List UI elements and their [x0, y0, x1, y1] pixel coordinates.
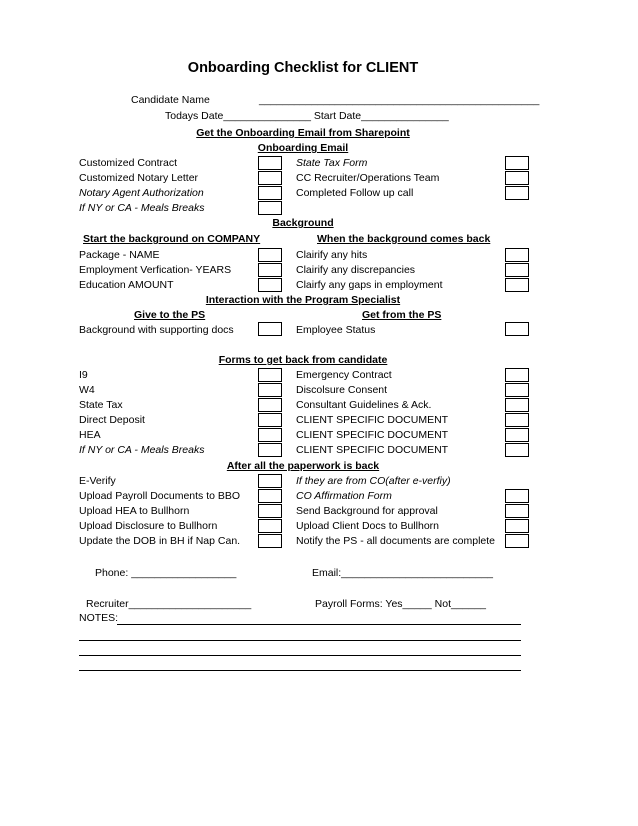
bg-right-item: Clairify any hits [296, 249, 368, 261]
candidate-name-label: Candidate Name [131, 94, 210, 106]
checkbox-bg-right[interactable] [505, 248, 529, 262]
notes-line[interactable] [117, 624, 521, 625]
forms-left-item: Direct Deposit [79, 414, 145, 426]
email-left-item: Notary Agent Authorization [79, 187, 204, 199]
bg-comes-back-heading: When the background comes back [317, 233, 491, 245]
bg-right-item: Clairify any discrepancies [296, 264, 416, 276]
checkbox-forms-right[interactable] [505, 383, 529, 397]
checkbox-after-right[interactable] [505, 534, 529, 548]
checkbox-forms-left[interactable] [258, 413, 282, 427]
after-right-item: If they are from CO(after e-verfiy) [296, 475, 451, 487]
after-right-item: Upload Client Docs to Bullhorn [296, 520, 439, 532]
phone-field[interactable]: Phone: __________________ [95, 567, 237, 579]
bg-left-item: Employment Verfication- YEARS [79, 264, 232, 276]
checkbox-after-left[interactable] [258, 474, 282, 488]
checkbox-after-left[interactable] [258, 489, 282, 503]
checkbox-forms-right[interactable] [505, 443, 529, 457]
forms-right-item: CLIENT SPECIFIC DOCUMENT [296, 444, 449, 456]
forms-left-item: HEA [79, 429, 101, 441]
email-left-item: Customized Notary Letter [79, 172, 199, 184]
checkbox-email-right[interactable] [505, 186, 529, 200]
checkbox-after-left[interactable] [258, 519, 282, 533]
checkbox-bg-right[interactable] [505, 263, 529, 277]
dates-field[interactable]: Todays Date_______________ Start Date_______________ [165, 110, 449, 122]
get-ps-heading: Get from the PS [362, 309, 442, 321]
checkbox-forms-left[interactable] [258, 398, 282, 412]
forms-right-item: CLIENT SPECIFIC DOCUMENT [296, 429, 449, 441]
background-heading: Background [272, 217, 334, 229]
after-left-item: E-Verify [79, 475, 116, 487]
bg-right-item: Clairfy any gaps in employment [296, 279, 443, 291]
after-heading: After all the paperwork is back [226, 460, 380, 472]
checkbox-ps-left[interactable] [258, 322, 282, 336]
checkbox-forms-right[interactable] [505, 368, 529, 382]
notes-line[interactable] [79, 670, 521, 671]
email-right-item: State Tax Form [296, 157, 368, 169]
email-right-item: CC Recruiter/Operations Team [296, 172, 440, 184]
checkbox-bg-right[interactable] [505, 278, 529, 292]
forms-right-item: Emergency Contract [296, 369, 392, 381]
after-left-item: Update the DOB in BH if Nap Can. [79, 535, 241, 547]
after-left-item: Upload Disclosure to Bullhorn [79, 520, 218, 532]
ps-right-item: Employee Status [296, 324, 376, 336]
bg-left-item: Package - NAME [79, 249, 160, 261]
forms-right-item: CLIENT SPECIFIC DOCUMENT [296, 414, 449, 426]
checkbox-email-left[interactable] [258, 186, 282, 200]
forms-left-item: I9 [79, 369, 88, 381]
checkbox-bg-left[interactable] [258, 263, 282, 277]
page-title: Onboarding Checklist for CLIENT [187, 60, 419, 76]
checkbox-forms-left[interactable] [258, 443, 282, 457]
notes-line[interactable] [79, 640, 521, 641]
after-right-item: Send Background for approval [296, 505, 438, 517]
recruiter-field[interactable]: Recruiter_____________________ [86, 598, 252, 610]
after-left-item: Upload HEA to Bullhorn [79, 505, 190, 517]
forms-heading: Forms to get back from candidate [218, 354, 388, 366]
bg-start-heading: Start the background on COMPANY [83, 233, 261, 245]
checkbox-after-right[interactable] [505, 519, 529, 533]
after-left-item: Upload Payroll Documents to BBO [79, 490, 241, 502]
checkbox-after-left[interactable] [258, 504, 282, 518]
forms-right-item: Discolsure Consent [296, 384, 388, 396]
forms-left-item: If NY or CA - Meals Breaks [79, 444, 205, 456]
checkbox-bg-left[interactable] [258, 248, 282, 262]
notes-line[interactable] [79, 655, 521, 656]
ps-left-item: Background with supporting docs [79, 324, 234, 336]
checkbox-email-left[interactable] [258, 156, 282, 170]
checkbox-ps-right[interactable] [505, 322, 529, 336]
checkbox-forms-right[interactable] [505, 413, 529, 427]
checkbox-email-right[interactable] [505, 171, 529, 185]
email-left-item: Customized Contract [79, 157, 178, 169]
checkbox-after-right[interactable] [505, 489, 529, 503]
ps-heading: Interaction with the Program Specialist [205, 294, 401, 306]
forms-left-item: W4 [79, 384, 95, 396]
checkbox-bg-left[interactable] [258, 278, 282, 292]
after-right-item: CO Affirmation Form [296, 490, 392, 502]
checkbox-email-left[interactable] [258, 201, 282, 215]
checkbox-forms-left[interactable] [258, 383, 282, 397]
notes-label: NOTES: [79, 612, 119, 624]
email-field[interactable]: Email:__________________________ [312, 567, 494, 579]
checkbox-forms-right[interactable] [505, 428, 529, 442]
forms-left-item: State Tax [79, 399, 123, 411]
checkbox-forms-right[interactable] [505, 398, 529, 412]
payroll-forms-field[interactable]: Payroll Forms: Yes_____ Not______ [315, 598, 487, 610]
email-left-item: If NY or CA - Meals Breaks [79, 202, 205, 214]
forms-right-item: Consultant Guidelines & Ack. [296, 399, 432, 411]
checkbox-after-right[interactable] [505, 504, 529, 518]
checkbox-forms-left[interactable] [258, 368, 282, 382]
candidate-name-field[interactable]: ________________________________________________ [259, 94, 540, 106]
get-email-heading: Get the Onboarding Email from Sharepoint [196, 127, 410, 139]
after-right-item: Notify the PS - all documents are complete [296, 535, 496, 547]
checkbox-email-right[interactable] [505, 156, 529, 170]
give-ps-heading: Give to the PS [134, 309, 206, 321]
onboarding-email-heading: Onboarding Email [257, 142, 349, 154]
email-right-item: Completed Follow up call [296, 187, 414, 199]
checkbox-email-left[interactable] [258, 171, 282, 185]
bg-left-item: Education AMOUNT [79, 279, 174, 291]
checkbox-forms-left[interactable] [258, 428, 282, 442]
checkbox-after-left[interactable] [258, 534, 282, 548]
